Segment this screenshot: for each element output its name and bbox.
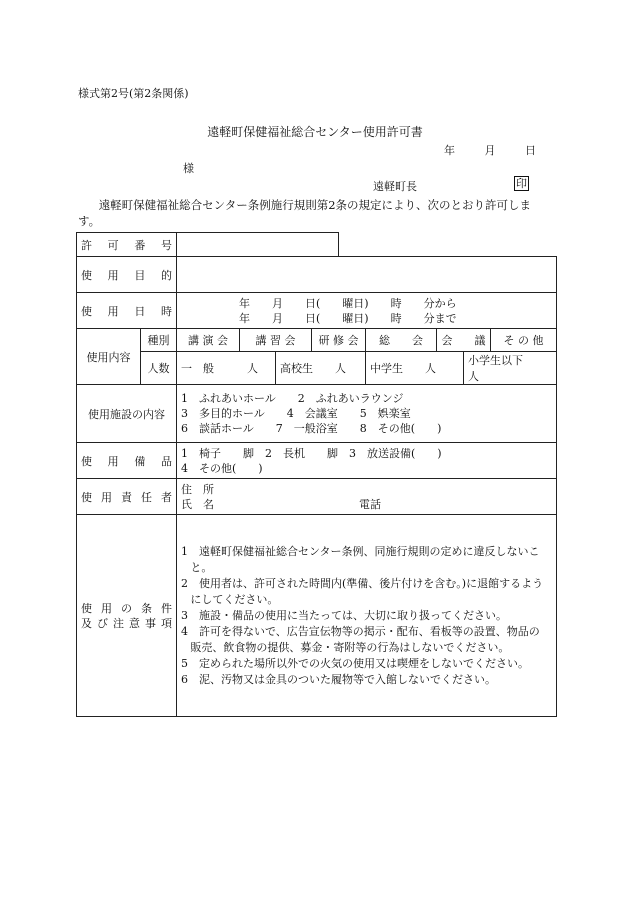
conditions-label: 使 用 の 条 件 及 び 注 意 事 項 bbox=[77, 515, 177, 717]
row-content-types bbox=[77, 329, 557, 352]
permit-number-label: 許 可 番 号 bbox=[77, 233, 177, 257]
count-general: 一 般 人 bbox=[177, 352, 276, 385]
equipment-list bbox=[177, 443, 557, 479]
date-month: 月 bbox=[484, 144, 496, 157]
count-high-school: 高校生 人 bbox=[276, 352, 366, 385]
count-junior-high: 中学生 人 bbox=[366, 352, 464, 385]
type-general-meeting: 総 会 bbox=[366, 329, 437, 352]
datetime-values bbox=[177, 293, 557, 329]
row-conditions bbox=[77, 515, 557, 717]
purpose-label: 使 用 目 的 bbox=[77, 257, 177, 293]
row-datetime bbox=[77, 293, 557, 329]
type-conference: 会 議 bbox=[437, 329, 491, 352]
row-content-counts bbox=[77, 352, 557, 385]
form-number: 様式第2号(第2条関係) bbox=[78, 87, 189, 100]
row-purpose bbox=[77, 257, 557, 293]
equipment-line: 1 椅子 脚 2 長机 脚 3 放送設備( ) bbox=[181, 446, 442, 460]
datetime-from: 年 月 日( 曜日) 時 分から bbox=[239, 296, 457, 310]
row-permit-number bbox=[77, 233, 557, 257]
purpose-value bbox=[177, 257, 557, 293]
condition-item: 1 遠軽町保健福祉総合センター条例、同施行規則の定めに違反しないこと。 bbox=[181, 544, 540, 574]
datetime-to: 年 月 日( 曜日) 時 分まで bbox=[239, 311, 457, 325]
issue-date bbox=[444, 142, 536, 158]
type-seminar: 研 修 会 bbox=[312, 329, 366, 352]
responsible-label: 使 用 責 任 者 bbox=[77, 479, 177, 515]
condition-item: 2 使用者は、許可された時間内(準備、後片付けを含む。)に退館するようにしてください。 bbox=[181, 576, 544, 606]
permit-number-blank bbox=[339, 233, 557, 257]
date-year: 年 bbox=[444, 144, 455, 157]
date-day: 日 bbox=[525, 144, 536, 157]
responsible-phone: 電話 bbox=[359, 497, 381, 511]
facilities-label: 使用施設の内容 bbox=[77, 385, 177, 443]
responsible-name: 氏 名 bbox=[181, 497, 214, 511]
seal-mark: 印 bbox=[516, 177, 527, 190]
datetime-label: 使 用 日 時 bbox=[77, 293, 177, 329]
intro-paragraph: 遠軽町保健福祉総合センター条例施行規則第2条の規定により、次のとおり許可します。 bbox=[78, 198, 532, 228]
permit-number-value bbox=[177, 233, 339, 257]
equipment-line: 4 その他( ) bbox=[181, 461, 263, 475]
content-count-label: 人数 bbox=[141, 352, 177, 385]
issuer-name: 遠軽町長 bbox=[373, 180, 417, 193]
permit-form-table bbox=[76, 232, 557, 717]
facility-line: 3 多目的ホール 4 会議室 5 娯楽室 bbox=[181, 407, 411, 420]
condition-item: 6 泥、汚物又は金具のついた履物等で入館しないでください。 bbox=[181, 672, 496, 686]
condition-item: 4 許可を得ないで、広告宣伝物等の掲示・配布、看板等の設置、物品の販売、飲食物の提供、募金・寄附等の行為はしないでください。 bbox=[181, 624, 540, 654]
type-training-course: 講 習 会 bbox=[240, 329, 312, 352]
addressee-suffix: 様 bbox=[183, 162, 194, 175]
document-title: 遠軽町保健福祉総合センター使用許可書 bbox=[207, 125, 423, 139]
condition-item: 5 定められた場所以外での火気の使用又は喫煙をしないでください。 bbox=[181, 656, 529, 670]
count-elementary: 小学生以下 人 bbox=[464, 352, 557, 385]
condition-item: 3 施設・備品の使用に当たっては、大切に取り扱ってください。 bbox=[181, 608, 507, 622]
facility-line: 1 ふれあいホール 2 ふれあいラウンジ bbox=[181, 392, 404, 405]
row-responsible bbox=[77, 479, 557, 515]
responsible-address: 住 所 bbox=[181, 482, 214, 496]
content-label: 使用内容 bbox=[77, 329, 141, 385]
facilities-list bbox=[177, 385, 557, 443]
content-type-label: 種別 bbox=[141, 329, 177, 352]
type-lecture: 講 演 会 bbox=[177, 329, 240, 352]
responsible-fields bbox=[177, 479, 557, 515]
row-facilities bbox=[77, 385, 557, 443]
equipment-label: 使 用 備 品 bbox=[77, 443, 177, 479]
row-equipment bbox=[77, 443, 557, 479]
facility-line: 6 談話ホール 7 一般浴室 8 その他( ) bbox=[181, 422, 442, 435]
type-other: そ の 他 bbox=[491, 329, 557, 352]
conditions-list bbox=[177, 515, 557, 717]
